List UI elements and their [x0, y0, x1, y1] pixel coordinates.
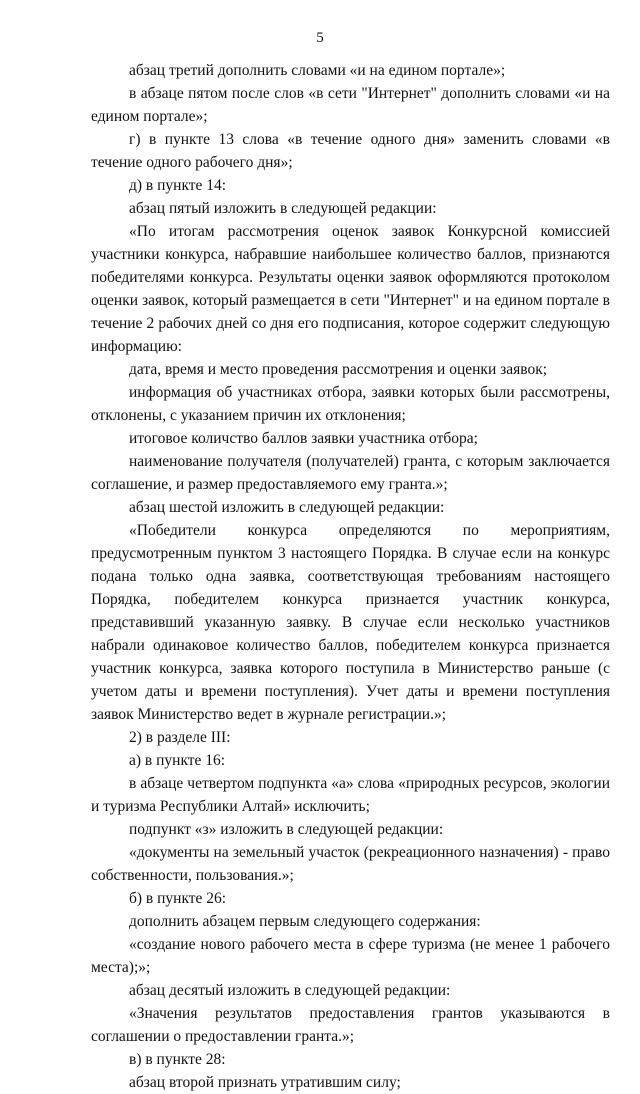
paragraph: 2) в разделе III:: [129, 729, 231, 746]
paragraph: а) в пункте 16:: [129, 752, 226, 769]
page-number: 5: [316, 30, 324, 46]
paragraph: в абзаце четвертом подпункта «а» слова «природных ресурсов, экологии и туризма Республики Алтай» исключить;: [91, 775, 610, 815]
paragraph: «По итогам рассмотрения оценок заявок Конкурсной комиссией участники конкурса, набравшие наибольшее количество баллов, признаются победителями конкурса. Результаты оценки заявок оформляются протоколом оценки заявок, который размещается в сети "Интернет" и на едином портале в течение 2 рабочих дней со дня его подписания, которое содержит следующую информацию:: [91, 223, 610, 355]
paragraph: «Победители конкурса определяются по мероприятиям, предусмотренным пунктом 3 настоящего Порядка. В случае если на конкурс подана только одна заявка, соответствующая требованиям настоящего Порядка, победителем конкурса признается участник конкурса, представивший указанную заявку. В случае если несколько участников набрали одинаковое количество баллов, победителем конкурса признается участник конкурса, заявка которого поступила в Министерство раньше (с учетом даты и времени поступления). Учет даты и времени поступления заявок Министерство ведет в журнале регистрации.»;: [91, 522, 610, 723]
paragraph: подпункт «з» изложить в следующей редакции:: [129, 821, 444, 838]
paragraph: дата, время и место проведения рассмотрения и оценки заявок;: [129, 361, 548, 378]
paragraph: «документы на земельный участок (рекреационного назначения) - право собственности, пользования.»;: [91, 844, 610, 884]
paragraph: информация об участниках отбора, заявки которых были рассмотрены, отклонены, с указанием причин их отклонения;: [91, 384, 610, 424]
document-body: [91, 59, 610, 1094]
paragraph: д) в пункте 14:: [129, 177, 227, 194]
paragraph: абзац пятый изложить в следующей редакции:: [129, 200, 437, 217]
paragraph: в абзаце пятом после слов «в сети "Интернет" дополнить словами «и на едином портале»;: [91, 85, 610, 125]
paragraph: итоговое количство баллов заявки участника отбора;: [129, 430, 478, 447]
paragraph: б) в пункте 26:: [129, 890, 227, 907]
paragraph: абзац третий дополнить словами «и на едином портале»;: [129, 62, 506, 79]
paragraph: абзац десятый изложить в следующей редакции:: [129, 982, 451, 999]
paragraph: абзац второй признать утратившим силу;: [129, 1074, 401, 1091]
paragraph: в) в пункте 28:: [129, 1051, 226, 1068]
paragraph: наименование получателя (получателей) гранта, с которым заключается соглашение, и размер предоставляемого ему гранта.»;: [91, 453, 610, 493]
paragraph: дополнить абзацем первым следующего содержания:: [129, 913, 481, 930]
paragraph: «создание нового рабочего места в сфере туризма (не менее 1 рабочего места);»;: [91, 936, 610, 976]
paragraph: г) в пункте 13 слова «в течение одного дня» заменить словами «в течение одного рабочего дня»;: [91, 131, 610, 171]
paragraph: «Значения результатов предоставления грантов указываются в соглашении о предоставлении гранта.»;: [91, 1005, 610, 1045]
paragraph: абзац шестой изложить в следующей редакции:: [129, 499, 445, 516]
